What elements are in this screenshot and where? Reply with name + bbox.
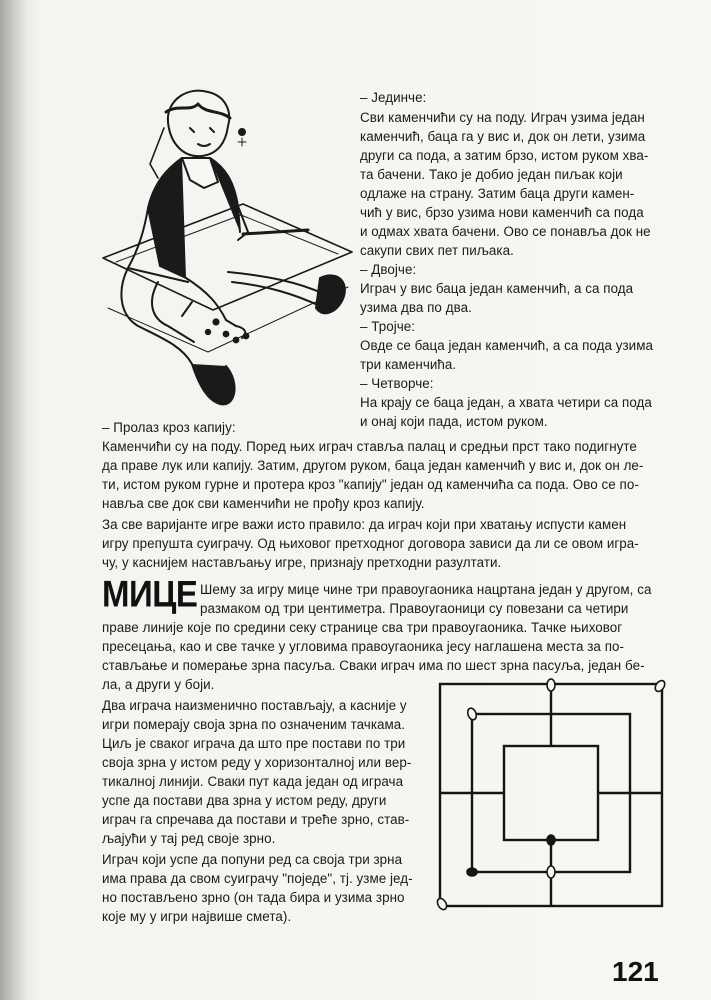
text-line: и онај који пада, истом руком. bbox=[360, 414, 548, 429]
gutter-shadow bbox=[0, 0, 28, 1000]
text-line: које му у игри највише смета). bbox=[102, 909, 292, 924]
text-line: Играч који успе да попуни ред са своја три зрна bbox=[102, 852, 403, 867]
white-bean-piece bbox=[547, 866, 555, 878]
text-line: три каменчића. bbox=[360, 357, 457, 372]
text-line: Овде се баца један каменчић, а са пода узима bbox=[360, 338, 653, 353]
text-line: праве линије које по средини секу странице сва три правоугаоника. Тачке њиховог bbox=[102, 620, 623, 635]
white-bean-piece bbox=[466, 707, 478, 721]
text-line: каменчић, баца га у вис и, док он лети, узима bbox=[360, 129, 646, 144]
white-bean-piece bbox=[547, 679, 555, 691]
white-bean-piece bbox=[436, 897, 449, 911]
text-line: навља све док сви каменчићи не прођу кроз капију. bbox=[102, 496, 425, 511]
text-line: и одмах хвата бачени. Ово се понавља док не bbox=[360, 224, 651, 239]
page-number: 121 bbox=[612, 956, 659, 987]
text-line: узима два по два. bbox=[360, 300, 472, 315]
text-line: одлаже на страну. Затим баца други камен- bbox=[360, 186, 635, 201]
text-line: На крају се баца један, а хвата четири са пода bbox=[360, 395, 652, 410]
text-line: чу, у каснијем настављању игре, признају претходни разултати. bbox=[102, 555, 502, 570]
text-line: ла, а други у боји. bbox=[102, 677, 215, 692]
text-line: пресецања, као и све тачке у угловима правоугаоника јесу наглашена места за по- bbox=[102, 639, 625, 654]
text-line: та бачени. Тако је добио један пиљак који bbox=[360, 167, 623, 182]
mice-board-diagram bbox=[432, 676, 672, 916]
text-line: да праве лук или капију. Затим, другом руком, баца један каменчић у вис и, док он ле- bbox=[102, 458, 644, 473]
text-line: тикалној линији. Сваки пут када један од играча bbox=[102, 774, 404, 789]
dark-bean-piece bbox=[547, 835, 555, 845]
text-line: стављање и померање зрна пасуља. Сваки играч има по шест зрна пасуља, један бе- bbox=[102, 658, 645, 673]
text-line: – Јединче: bbox=[360, 90, 427, 105]
text-line: игру препушта суиграчу. Од њиховог претходног договора зависи да ли се овом игра- bbox=[102, 536, 639, 551]
text-line: Два играча наизменично постављају, а касније у bbox=[102, 698, 407, 713]
text-line: успе да постави два зрна у истом реду, други bbox=[102, 793, 387, 808]
text-line: Шему за игру мице чине три правоугаоника нацртана један у другом, са bbox=[200, 582, 652, 597]
text-line: Сви каменчићи су на поду. Играч узима један bbox=[360, 110, 645, 125]
text-line: – Четворче: bbox=[360, 376, 434, 391]
text-line: Играч у вис баца један каменчић, а са пода bbox=[360, 281, 634, 296]
text-line: – Пролаз кроз капију: bbox=[102, 420, 236, 435]
child-playing-illustration bbox=[98, 82, 358, 412]
text-line: своја зрна у истом реду у хоризонталној или вер- bbox=[102, 755, 412, 770]
text-line: Циљ је сваког играча да што пре постави по три bbox=[102, 736, 406, 751]
text-line: За све варијанте игре важи исто правило: да играч који при хватању испусти камен bbox=[102, 517, 627, 532]
text-line: ти, истом руком гурне и протера кроз "капију" један од каменчића са пода. Ово се по- bbox=[102, 477, 639, 492]
text-line: Каменчићи су на поду. Поред њих играч ставља палац и средњи прст тако подигнуте bbox=[102, 439, 637, 454]
section-title-mice: МИЦЕ bbox=[102, 572, 198, 615]
text-line: но постављено зрно (он тада бира и узима зрно bbox=[102, 890, 405, 905]
text-line: љајући у тај ред своје зрно. bbox=[102, 831, 276, 846]
text-line: сакупи свих пет пиљака. bbox=[360, 243, 514, 258]
text-line: други са пода, а затим брзо, истом руком хва- bbox=[360, 148, 649, 163]
text-line: играч га спречава да постави и треће зрно, став- bbox=[102, 812, 410, 827]
text-line: – Тројче: bbox=[360, 319, 416, 334]
text-line: игри померају своја зрна по означеним тачкама. bbox=[102, 717, 406, 732]
white-bean-piece bbox=[653, 679, 666, 693]
text-line: размаком од три центиметра. Правоугаоници су повезани са четири bbox=[200, 601, 629, 616]
text-line: чић у вис, брзо узима нови каменчић са пода bbox=[360, 205, 644, 220]
text-line: има права да свом суиграчу "поједе", тј. узме јед- bbox=[102, 871, 413, 886]
text-line: – Двојче: bbox=[360, 262, 417, 277]
dark-bean-piece bbox=[467, 868, 477, 876]
inner-rectangle bbox=[504, 746, 598, 840]
